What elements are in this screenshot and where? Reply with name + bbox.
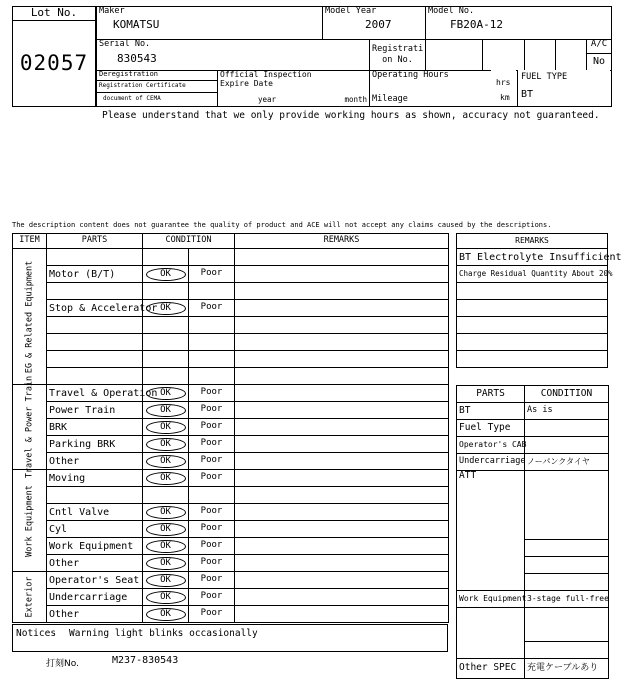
poor-label: Poor bbox=[200, 438, 223, 449]
table-row bbox=[13, 351, 449, 368]
remarks-cell bbox=[235, 283, 449, 300]
pc-col-parts: PARTS bbox=[457, 386, 525, 403]
group-label: EG & Related Equipment bbox=[24, 260, 34, 373]
pc-fuel-type-label: Fuel Type bbox=[457, 420, 525, 437]
table-row bbox=[13, 555, 449, 572]
remarks-box bbox=[456, 233, 622, 368]
col-parts: PARTS bbox=[47, 234, 143, 249]
remarks-cell bbox=[235, 385, 449, 402]
pc-undercarriage-label: Undercarriage bbox=[457, 454, 525, 471]
registration-certificate-label: Registration Certificate bbox=[97, 81, 218, 93]
pc-undercarriage-value: ノーパンクタイヤ bbox=[525, 454, 609, 471]
remarks-header: REMARKS bbox=[457, 234, 608, 249]
poor-label: Poor bbox=[200, 421, 223, 432]
ok-cell bbox=[143, 606, 189, 623]
poor-cell bbox=[189, 504, 235, 521]
remarks-cell bbox=[235, 334, 449, 351]
poor-cell bbox=[189, 572, 235, 589]
poor-label: Poor bbox=[200, 387, 223, 398]
table-row bbox=[13, 470, 449, 487]
maker-value: KOMATSU bbox=[113, 18, 160, 32]
group-label-cell bbox=[13, 249, 47, 385]
part-name: Other bbox=[47, 555, 143, 572]
ok-cell bbox=[143, 470, 189, 487]
ok-circled: OK bbox=[146, 608, 186, 621]
stamp-label: 打刻No. bbox=[46, 659, 79, 669]
model-year-label: Model Year bbox=[325, 6, 377, 16]
deregistration-label: Deregistration bbox=[97, 71, 218, 81]
remarks-cell bbox=[235, 589, 449, 606]
poor-cell bbox=[189, 385, 235, 402]
month-label: month bbox=[344, 94, 368, 104]
serial-label: Serial No. bbox=[99, 39, 151, 49]
pc-work-equipment-value: 3-stage full-free bbox=[525, 591, 609, 608]
poor-cell bbox=[189, 436, 235, 453]
hours-note: Please understand that we only provide working hours as shown, accuracy not guaranteed. bbox=[102, 110, 600, 121]
remarks-cell bbox=[235, 300, 449, 317]
pc-bt-value: As is bbox=[525, 403, 609, 420]
ok-cell bbox=[143, 283, 189, 300]
table-row bbox=[13, 504, 449, 521]
poor-cell bbox=[189, 521, 235, 538]
ok-cell bbox=[143, 334, 189, 351]
col-remarks: REMARKS bbox=[235, 234, 449, 249]
notices-label: Notices bbox=[16, 628, 57, 639]
poor-cell bbox=[189, 589, 235, 606]
part-name bbox=[47, 351, 143, 368]
part-name: Other bbox=[47, 453, 143, 470]
ok-circled: OK bbox=[146, 540, 186, 553]
table-row bbox=[13, 436, 449, 453]
table-row bbox=[13, 572, 449, 589]
table-row bbox=[13, 487, 449, 504]
remarks-cell bbox=[235, 606, 449, 623]
ok-circled: OK bbox=[146, 268, 186, 281]
ac-value: No bbox=[593, 56, 606, 67]
ok-cell bbox=[143, 402, 189, 419]
operating-hours-label: Operating Hours bbox=[372, 70, 449, 80]
poor-label: Poor bbox=[200, 302, 223, 313]
remarks-cell bbox=[235, 317, 449, 334]
poor-cell bbox=[189, 470, 235, 487]
poor-cell bbox=[189, 606, 235, 623]
poor-cell bbox=[189, 487, 235, 504]
remarks-cell bbox=[235, 436, 449, 453]
table-row bbox=[13, 317, 449, 334]
ok-cell bbox=[143, 300, 189, 317]
pc-att-label: ATT bbox=[457, 471, 525, 591]
poor-cell bbox=[189, 249, 235, 266]
inspection-table bbox=[12, 233, 449, 623]
poor-label: Poor bbox=[200, 540, 223, 551]
poor-label: Poor bbox=[200, 557, 223, 568]
hrs-unit-label: hrs bbox=[496, 78, 511, 87]
fuel-type-label: FUEL TYPE bbox=[521, 72, 568, 82]
ok-cell bbox=[143, 436, 189, 453]
remarks-cell bbox=[235, 368, 449, 385]
part-name: Power Train bbox=[47, 402, 143, 419]
ok-cell bbox=[143, 266, 189, 283]
part-name bbox=[47, 249, 143, 266]
part-name bbox=[47, 334, 143, 351]
part-name: BRK bbox=[47, 419, 143, 436]
part-name: Motor (B/T) bbox=[47, 266, 143, 283]
poor-cell bbox=[189, 538, 235, 555]
ok-circled: OK bbox=[146, 591, 186, 604]
table-row bbox=[13, 606, 449, 623]
part-name bbox=[47, 487, 143, 504]
part-name: Cyl bbox=[47, 521, 143, 538]
part-name bbox=[47, 368, 143, 385]
remarks-line: Charge Residual Quantity About 20% bbox=[457, 266, 608, 283]
poor-label: Poor bbox=[200, 455, 223, 466]
remarks-cell bbox=[235, 521, 449, 538]
ok-cell bbox=[143, 504, 189, 521]
poor-cell bbox=[189, 402, 235, 419]
ok-cell bbox=[143, 572, 189, 589]
ok-cell bbox=[143, 589, 189, 606]
table-row bbox=[13, 402, 449, 419]
poor-label: Poor bbox=[200, 506, 223, 517]
remarks-cell bbox=[235, 419, 449, 436]
ok-cell bbox=[143, 521, 189, 538]
ok-circled: OK bbox=[146, 404, 186, 417]
table-row bbox=[13, 368, 449, 385]
group-label-cell bbox=[13, 470, 47, 572]
remarks-cell bbox=[235, 249, 449, 266]
part-name: Stop & Accelerator bbox=[47, 300, 143, 317]
poor-label: Poor bbox=[200, 268, 223, 279]
remarks-cell bbox=[235, 470, 449, 487]
model-no-value: FB20A-12 bbox=[450, 18, 503, 32]
table-row bbox=[13, 249, 449, 266]
part-name: Undercarriage bbox=[47, 589, 143, 606]
stamp-value: M237-830543 bbox=[112, 655, 179, 666]
pc-fuel-type-value bbox=[525, 420, 609, 437]
ok-circled: OK bbox=[146, 523, 186, 536]
part-name: Parking BRK bbox=[47, 436, 143, 453]
document-cema-label: document of CEMA bbox=[97, 93, 218, 107]
poor-cell bbox=[189, 317, 235, 334]
remarks-cell bbox=[235, 266, 449, 283]
table-row bbox=[13, 300, 449, 317]
ok-cell bbox=[143, 368, 189, 385]
ok-circled: OK bbox=[146, 302, 186, 315]
pc-operators-cab-value bbox=[525, 437, 609, 454]
remarks-cell bbox=[235, 572, 449, 589]
part-name bbox=[47, 317, 143, 334]
group-label: Work Equipment bbox=[24, 484, 34, 557]
poor-cell bbox=[189, 334, 235, 351]
pc-work-equipment-label: Work Equipment bbox=[457, 591, 525, 608]
model-year-value: 2007 bbox=[365, 18, 392, 32]
ok-circled: OK bbox=[146, 438, 186, 451]
pc-col-condition: CONDITION bbox=[525, 386, 609, 403]
year-label: year bbox=[258, 94, 277, 104]
lot-box bbox=[12, 6, 96, 107]
poor-label: Poor bbox=[200, 608, 223, 619]
ok-circled: OK bbox=[146, 387, 186, 400]
table-row bbox=[13, 385, 449, 402]
pc-operators-cab-label: Operator's CAB bbox=[457, 437, 525, 454]
table-row bbox=[13, 283, 449, 300]
fuel-type-box bbox=[517, 70, 610, 106]
table-row bbox=[13, 266, 449, 283]
poor-cell bbox=[189, 419, 235, 436]
ok-cell bbox=[143, 419, 189, 436]
remarks-cell bbox=[235, 402, 449, 419]
ok-cell bbox=[143, 555, 189, 572]
model-no-label: Model No. bbox=[428, 6, 475, 16]
remarks-line bbox=[457, 300, 608, 317]
fuel-type-value: BT bbox=[521, 89, 534, 100]
notices-text: Warning light blinks occasionally bbox=[69, 628, 258, 639]
lot-number: 02057 bbox=[13, 21, 96, 107]
poor-cell bbox=[189, 283, 235, 300]
remarks-cell bbox=[235, 351, 449, 368]
poor-cell bbox=[189, 555, 235, 572]
ok-cell bbox=[143, 538, 189, 555]
ok-circled: OK bbox=[146, 506, 186, 519]
group-label: Travel & Power Train bbox=[24, 375, 34, 479]
part-name: Travel & Operation bbox=[47, 385, 143, 402]
part-name: Work Equipment bbox=[47, 538, 143, 555]
poor-cell bbox=[189, 351, 235, 368]
part-name: Other bbox=[47, 606, 143, 623]
ok-cell bbox=[143, 453, 189, 470]
poor-label: Poor bbox=[200, 472, 223, 483]
pc-bt-label: BT bbox=[457, 403, 525, 420]
km-unit-label: km bbox=[500, 93, 510, 102]
part-name: Operator's Seat bbox=[47, 572, 143, 589]
poor-label: Poor bbox=[200, 523, 223, 534]
poor-cell bbox=[189, 300, 235, 317]
ok-cell bbox=[143, 317, 189, 334]
pc-other-spec-label: Other SPEC bbox=[457, 659, 525, 679]
serial-value: 830543 bbox=[117, 52, 157, 66]
remarks-line: BT Electrolyte Insufficient bbox=[457, 249, 608, 266]
part-name: Cntl Valve bbox=[47, 504, 143, 521]
poor-cell bbox=[189, 368, 235, 385]
col-item: ITEM bbox=[13, 234, 47, 249]
remarks-cell bbox=[235, 555, 449, 572]
lot-label: Lot No. bbox=[13, 7, 96, 21]
ok-circled: OK bbox=[146, 421, 186, 434]
part-name bbox=[47, 283, 143, 300]
disclaimer: The description content does not guarantee the quality of product and ACE will not accept any claims caused by the descriptions. bbox=[12, 221, 552, 229]
remarks-cell bbox=[235, 504, 449, 521]
table-row bbox=[13, 453, 449, 470]
remarks-line bbox=[457, 317, 608, 334]
remarks-cell bbox=[235, 538, 449, 555]
table-row bbox=[13, 334, 449, 351]
part-name: Moving bbox=[47, 470, 143, 487]
poor-cell bbox=[189, 453, 235, 470]
ok-circled: OK bbox=[146, 557, 186, 570]
table-row bbox=[13, 521, 449, 538]
table-row bbox=[13, 419, 449, 436]
ok-circled: OK bbox=[146, 574, 186, 587]
ok-cell bbox=[143, 249, 189, 266]
mileage-label: Mileage bbox=[370, 93, 525, 107]
group-label-cell bbox=[13, 572, 47, 623]
notices-box bbox=[12, 624, 448, 652]
maker-label: Maker bbox=[99, 6, 125, 16]
poor-label: Poor bbox=[200, 591, 223, 602]
registration-no-label: Registrati on No. bbox=[370, 40, 426, 71]
ok-circled: OK bbox=[146, 472, 186, 485]
parts-condition-table bbox=[456, 385, 609, 679]
ok-cell bbox=[143, 487, 189, 504]
table-row bbox=[13, 538, 449, 555]
pc-other-spec-value: 充電ケーブルあり bbox=[525, 659, 609, 679]
poor-label: Poor bbox=[200, 574, 223, 585]
remarks-line bbox=[457, 283, 608, 300]
poor-cell bbox=[189, 266, 235, 283]
remarks-cell bbox=[235, 487, 449, 504]
poor-label: Poor bbox=[200, 404, 223, 415]
ac-label: A/C bbox=[587, 40, 611, 54]
official-inspection-label: Official Inspection Expire Date bbox=[220, 70, 312, 88]
remarks-line bbox=[457, 334, 608, 351]
group-label: Exterior bbox=[24, 576, 34, 618]
group-label-cell bbox=[13, 375, 47, 479]
col-condition: CONDITION bbox=[143, 234, 235, 249]
ok-cell bbox=[143, 351, 189, 368]
remarks-cell bbox=[235, 453, 449, 470]
ok-circled: OK bbox=[146, 455, 186, 468]
table-row bbox=[13, 589, 449, 606]
ok-cell bbox=[143, 385, 189, 402]
remarks-line bbox=[457, 351, 608, 368]
